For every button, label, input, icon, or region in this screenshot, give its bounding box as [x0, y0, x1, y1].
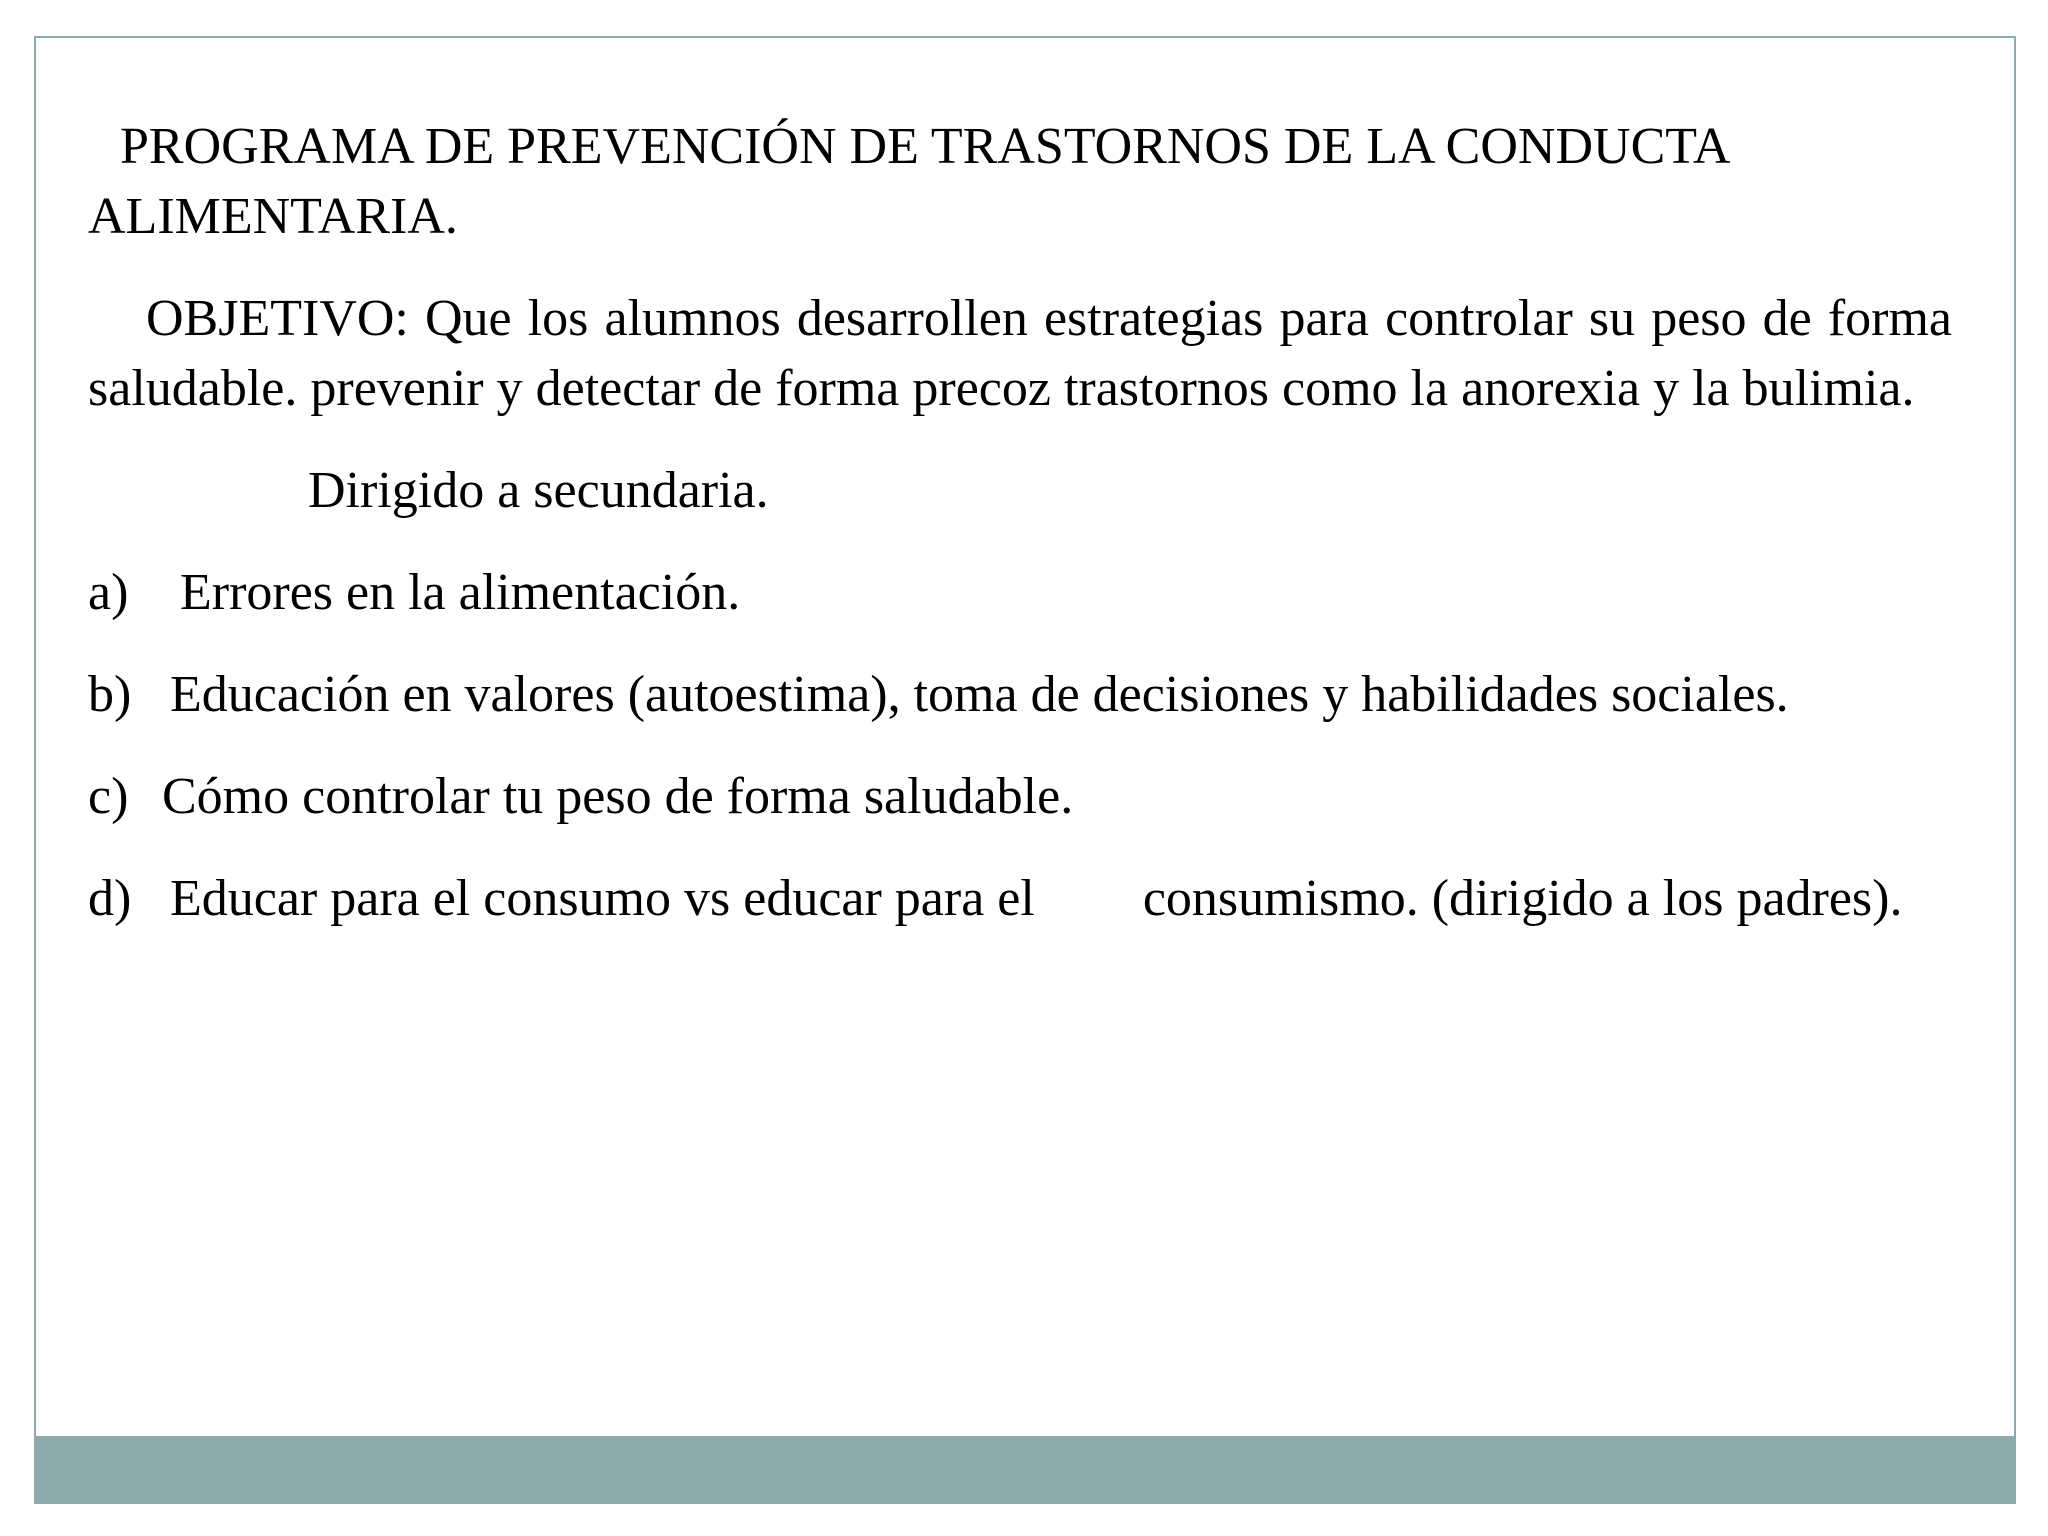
list-item-text-continued: consumismo. (dirigido a los padres). [1142, 870, 1903, 927]
slide-content [88, 112, 1952, 966]
objective-paragraph: OBJETIVO: Que los alumnos desarrollen estrategias para controlar su peso de forma saludable. prevenir y detectar de forma precoz trastornos como la anorexia y la bulimia. [88, 290, 1952, 417]
list-item-text: Cómo controlar tu peso de forma saludable. [162, 768, 1074, 825]
list-item-text: Educación en valores (autoestima), toma de decisiones y habilidades sociales. [170, 666, 1789, 723]
list-marker: b) [88, 666, 132, 723]
list-item [88, 558, 1952, 628]
slide-title: PROGRAMA DE PREVENCIÓN DE TRASTORNOS DE LA CONDUCTA ALIMENTARIA. [88, 118, 1728, 245]
list-item [88, 762, 1952, 832]
list-marker: a) [88, 564, 129, 621]
list-item-text: Errores en la alimentación. [180, 564, 741, 621]
audience-line: Dirigido a secundaria. [308, 462, 769, 519]
list-item [88, 660, 1952, 730]
list-marker: c) [88, 768, 129, 825]
list-item-text: Educar para el consumo vs educar para el [170, 870, 1035, 927]
list-marker: d) [88, 870, 132, 927]
footer-bar [34, 1436, 2016, 1504]
list-item [88, 864, 1952, 934]
